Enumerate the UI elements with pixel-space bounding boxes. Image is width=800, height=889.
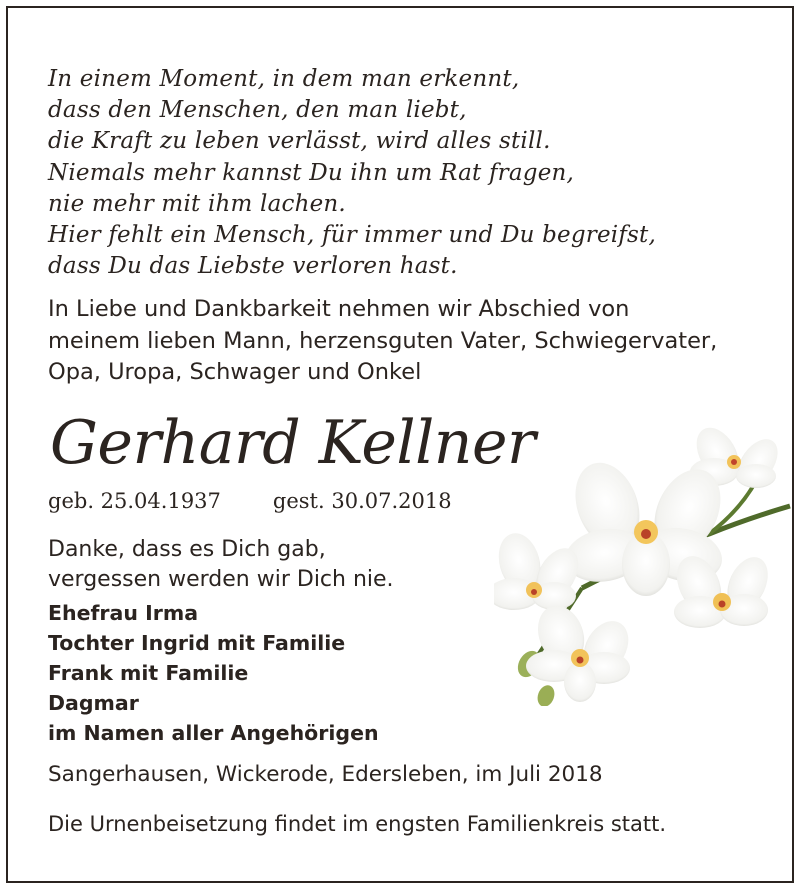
poem-line: Niemals mehr kannst Du ihn um Rat fragen, [48,159,575,186]
mourner: Frank mit Familie [48,661,249,685]
thanks-text [48,535,394,595]
place-and-date: Sangerhausen, Wickerode, Edersleben, im Juli 2018 [48,762,603,787]
obituary-notice [6,6,794,883]
life-dates [48,486,452,516]
mourner: Ehefrau Irma [48,601,199,625]
intro-line: meinem lieben Mann, herzensguten Vater, Schwiegervater, [48,327,718,354]
white-orchid-image [494,406,794,706]
mourner: Dagmar [48,691,139,715]
thanks-line: vergessen werden wir Dich nie. [48,567,394,592]
poem-line: die Kraft zu leben verlässt, wird alles still. [48,128,551,155]
poem-line: Hier fehlt ein Mensch, für immer und Du begreifst, [48,222,656,249]
burial-note: Die Urnenbeisetzung findet im engsten Familienkreis statt. [48,812,667,836]
poem [48,64,656,282]
intro-text [48,294,717,389]
mourners-list [48,598,379,748]
mourner: im Namen aller Angehörigen [48,721,379,745]
deceased-name: Gerhard Kellner [50,408,536,478]
poem-line: dass Du das Liebste verloren hast. [48,253,458,280]
poem-line: nie mehr mit ihm lachen. [48,190,346,217]
intro-line: Opa, Uropa, Schwager und Onkel [48,359,422,385]
poem-line: dass den Menschen, den man liebt, [48,97,467,124]
poem-line: In einem Moment, in dem man erkennt, [48,66,520,92]
birth-date: geb. 25.04.1937 [48,489,221,513]
death-date: gest. 30.07.2018 [272,489,452,513]
intro-line: In Liebe und Dankbarkeit nehmen wir Abschied von [48,296,630,322]
thanks-line: Danke, dass es Dich gab, [48,537,326,562]
mourner: Tochter Ingrid mit Familie [48,631,346,655]
